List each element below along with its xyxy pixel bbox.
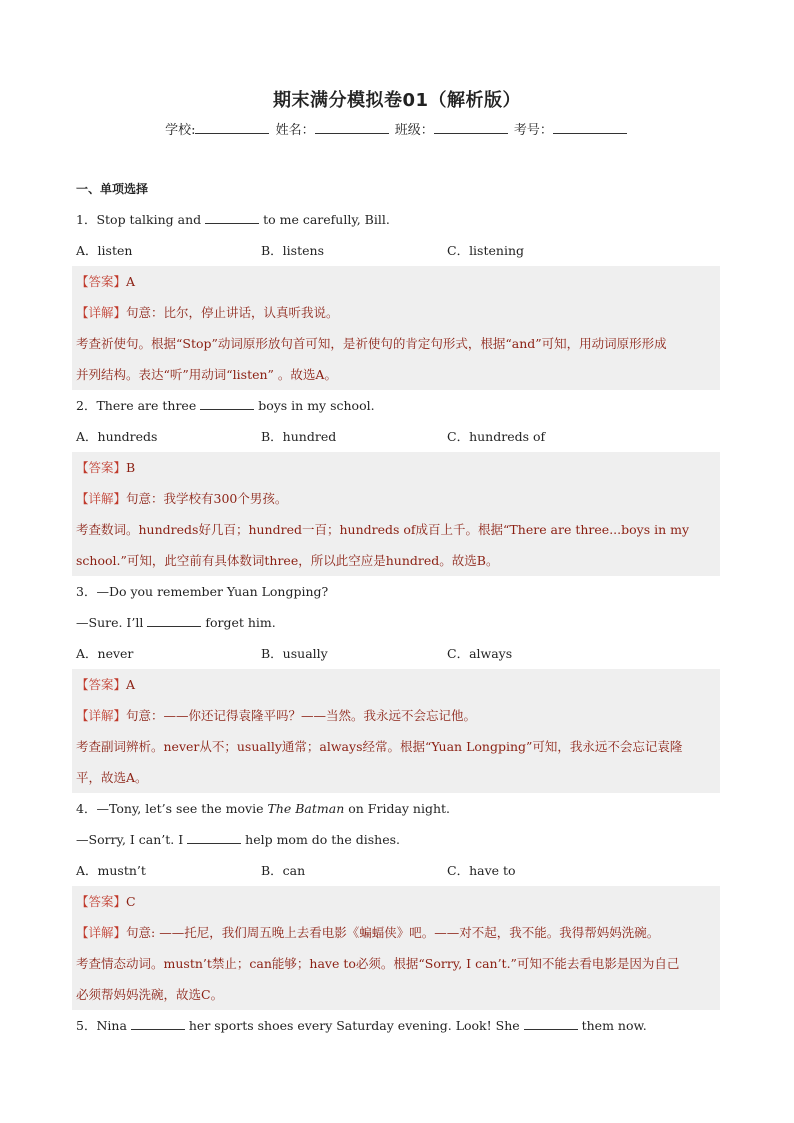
question-1-options	[76, 235, 720, 266]
question-1-stem: 1．Stop talking and to me carefully, Bill.	[76, 212, 390, 227]
option-b[interactable]: B．can	[261, 863, 306, 878]
page-title: 期末满分模拟卷01（解析版）	[272, 90, 522, 111]
question-4-answer-box	[72, 886, 720, 1010]
answer-blank	[147, 616, 201, 627]
detail-line: 【详解】句意：比尔，停止讲话，认真听我说。	[76, 305, 339, 320]
question-1-answer-box	[72, 266, 720, 390]
question-3-options	[76, 638, 720, 669]
detail-line: 考查数词。hundreds好几百；hundred一百；hundreds of成百上千。根据“There are three...boys in my	[76, 522, 690, 537]
question-3-answer-box	[72, 669, 720, 793]
option-b[interactable]: B．listens	[261, 243, 324, 258]
answer-blank	[524, 1019, 578, 1030]
answer-line: 【答案】B	[76, 460, 136, 475]
question-5-stem: 5．Nina her sports shoes every Saturday evening. Look! She them now.	[76, 1018, 647, 1033]
answer-blank	[131, 1019, 185, 1030]
school-label: 学校:	[165, 123, 196, 138]
school-blank[interactable]	[195, 122, 269, 134]
detail-line: 并列结构。表达“听”用动词“listen” 。故选A。	[76, 367, 337, 382]
question-list	[76, 178, 720, 1041]
detail-line: 必须帮妈妈洗碗，故选C。	[76, 987, 224, 1002]
question-4-options	[76, 855, 720, 886]
option-b[interactable]: B．usually	[261, 646, 328, 661]
detail-line: 【详解】句意：——你还记得袁隆平吗？——当然。我永远不会忘记他。	[76, 708, 477, 723]
option-a[interactable]: A．hundreds	[76, 429, 158, 444]
student-info-line	[0, 119, 794, 138]
option-c[interactable]: C．have to	[447, 863, 516, 878]
question-2-stem: 2．There are three boys in my school.	[76, 398, 375, 413]
detail-line: 平，故选A。	[76, 770, 148, 785]
detail-line: 考查情态动词。mustn’t禁止；can能够；have to必须。根据“Sorry, I can’t.”可知不能去看电影是因为自己	[76, 956, 680, 971]
answer-line: 【答案】A	[76, 677, 136, 692]
option-c[interactable]: C．always	[447, 646, 513, 661]
question-2-answer-box	[72, 452, 720, 576]
exam-number-label: 考号：	[513, 123, 553, 138]
detail-line: 【详解】句意: ——托尼，我们周五晚上去看电影《蝙蝠侠》吧。——对不起，我不能。我得帮妈妈洗碗。	[76, 925, 660, 940]
name-blank[interactable]	[315, 122, 389, 134]
answer-blank	[205, 213, 259, 224]
answer-blank	[200, 399, 254, 410]
answer-blank	[187, 833, 241, 844]
name-label: 姓名：	[275, 123, 315, 138]
detail-line: 考查副词辨析。never从不；usually通常；always经常。根据“Yuan Longping”可知，我永远不会忘记袁隆	[76, 739, 683, 754]
detail-line: 【详解】句意：我学校有300个男孩。	[76, 491, 288, 506]
detail-line: school.”可知，此空前有具体数词three，所以此空应是hundred。故选B。	[76, 553, 499, 568]
class-label: 班级：	[394, 123, 434, 138]
question-3-response: —Sure. I’ll forget him.	[76, 615, 276, 630]
section-title: 一、单项选择	[76, 182, 149, 196]
detail-line: 考查祈使句。根据“Stop”动词原形放句首可知，是祈使句的肯定句形式，根据“and”可知，用动词原形形成	[76, 336, 667, 351]
option-c[interactable]: C．listening	[447, 243, 524, 258]
question-4-stem: 4．—Tony, let’s see the movie The Batman on Friday night.	[76, 801, 451, 816]
exam-number-blank[interactable]	[553, 122, 627, 134]
answer-line: 【答案】C	[76, 894, 136, 909]
question-2-options	[76, 421, 720, 452]
option-a[interactable]: A．listen	[76, 243, 133, 258]
option-a[interactable]: A．mustn’t	[76, 863, 146, 878]
question-4-response: —Sorry, I can’t. I help mom do the dishes.	[76, 832, 400, 847]
option-c[interactable]: C．hundreds of	[447, 429, 546, 444]
option-b[interactable]: B．hundred	[261, 429, 337, 444]
movie-title: The Batman	[267, 801, 345, 816]
answer-line: 【答案】A	[76, 274, 136, 289]
question-3-stem: 3．—Do you remember Yuan Longping?	[76, 584, 329, 599]
class-blank[interactable]	[434, 122, 508, 134]
option-a[interactable]: A．never	[76, 646, 134, 661]
